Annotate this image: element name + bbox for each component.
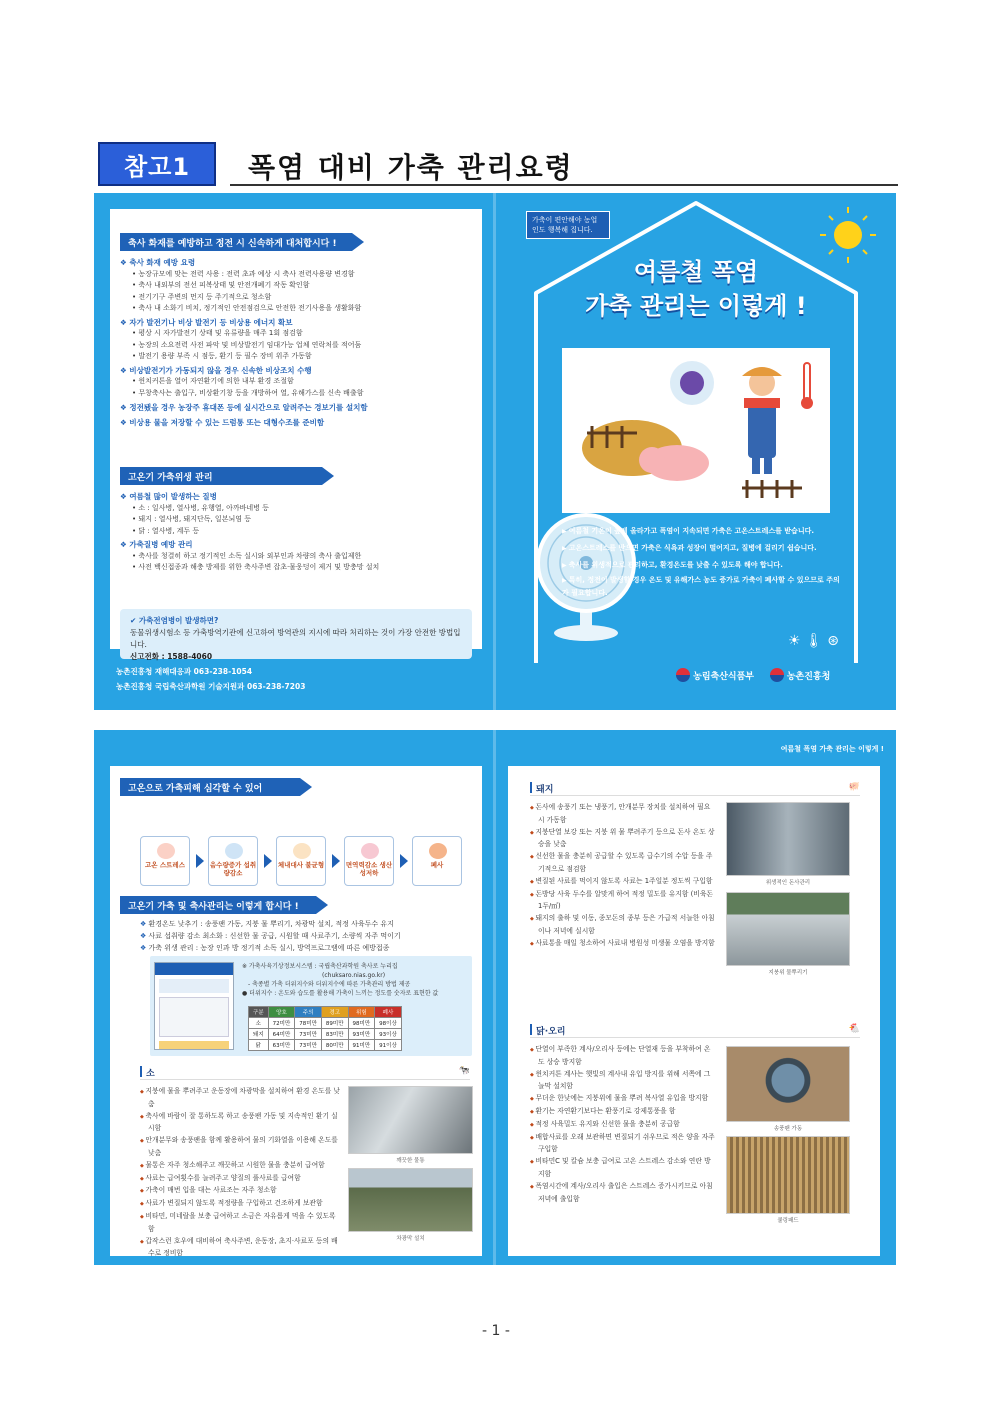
table-row: 돼지 64미만 73미만 83미만 93미만 93이상	[249, 1029, 402, 1040]
water-trough-photo	[348, 1086, 473, 1154]
shade-net-photo	[348, 1168, 473, 1232]
agency-logos	[676, 668, 830, 682]
list-item: ◆ 갑작스런 호우에 대비하여 축사주변, 운동장, 초지·사료포 등의 배수로 정비함	[140, 1236, 340, 1261]
summary-item: ❖ 환경온도 낮추기 : 송풍팬 가동, 지붕 물 뿌리기, 차광막 설치, 적정 사육두수 유지	[140, 918, 470, 930]
title-underline	[230, 184, 898, 186]
management-section-bar: 고온기 가축 및 축사관리는 이렇게 합시다 !	[120, 896, 316, 914]
management-summary	[140, 918, 470, 954]
photo-caption: 쿨링패드	[777, 1218, 799, 1224]
pig-icon: 🐖	[848, 782, 860, 792]
list-item: ◆ 지붕단열 보강 또는 지붕 위 물 뿌려주기 등으로 돈사 온도 상승을 낮춤	[530, 827, 715, 852]
damage-flow	[140, 836, 470, 886]
damage-section-bar: 고온으로 가축피해 심각할 수 있어	[120, 778, 300, 796]
emergency-title: ❖ 비상발전기가 가동되지 않을 경우 신속한 비상조치 수행	[120, 365, 312, 375]
note-line: - 축종별 가축 더위지수와 더위지수에 따른 가축관리 방법 제공	[248, 981, 411, 988]
list-item: ◆ 안개분무와 송풍팬을 함께 활용하여 물의 기화열을 이용해 온도를 낮춤	[140, 1135, 340, 1160]
flow-arrow-icon	[332, 854, 340, 868]
page2-top-slogan: 여름철 폭염 가축 관리는 이렇게 !	[780, 745, 884, 753]
chicken-icon: 🐔	[848, 1024, 860, 1034]
list-item: • 전기기구 주변의 먼지 등 주기적으로 청소함	[120, 292, 475, 304]
list-item: • 무창축사는 출입구, 비상환기창 등을 개방하여 열, 유해가스를 신속 배출함	[120, 388, 475, 400]
fire-section-bar: 축사 화재를 예방하고 정전 시 신속하게 대처합시다 !	[120, 233, 352, 251]
page-header	[98, 142, 898, 188]
list-item: ◆ 폭염시간에 계사/오리사 출입은 스트레스 증가시키므로 아침 저녁에 출입함	[530, 1181, 715, 1206]
list-item: ◆ 사료가 변질되지 않도록 적정량을 구입하고 건조하게 보관함	[140, 1198, 340, 1211]
step-water-intake: 음수량증가 섭취량감소	[208, 836, 258, 886]
list-item: ◆ 돈방당 사육 두수를 알맞게 하여 적정 밀도를 유지함 (비육돈 1두/㎡)	[530, 889, 715, 914]
right-management-panel	[508, 766, 880, 1256]
list-item: • 축사를 청결히 하고 정기적인 소독 실시와 외부인과 차량의 축사 출입제한	[120, 551, 475, 563]
cow-icon: 🐄	[458, 1066, 470, 1076]
left-management-panel	[110, 766, 482, 1256]
roof-sprinkler-photo	[726, 892, 850, 966]
contact-line-1: 농촌진흥청 재해대응과 063-238-1054	[116, 667, 253, 676]
heat-index-table	[248, 1006, 402, 1051]
step-heat-stress: 고온 스트레스	[140, 836, 190, 886]
page-number: - 1 -	[482, 1323, 510, 1339]
poultry-list	[530, 1044, 715, 1205]
cover-bullets	[562, 523, 842, 599]
list-item: ◆ 윈치커튼 계사는 햇빛의 계사내 유입 방지를 위해 서쪽에 그늘막 설치함	[530, 1069, 715, 1094]
step-immunity: 면역력감소 생산성저하	[344, 836, 394, 886]
list-item: ◆ 배합사료를 오래 보관하면 변질되기 쉬우므로 적은 양을 자주 구입함	[530, 1132, 715, 1157]
fan-photo	[726, 1046, 850, 1122]
weather-icons	[788, 633, 839, 649]
sun-icon	[834, 221, 862, 249]
water-note: ❖ 비상용 물을 저장할 수 있는 드럼통 또는 대형수조를 준비함	[120, 417, 325, 427]
list-item: ◆ 사료통을 매일 청소하여 사료내 병원성 미생물 오염을 방지함	[530, 938, 715, 951]
list-item: ◆ 환기는 자연환기보다는 환풍기로 강제통풍을 함	[530, 1106, 715, 1119]
heat-index-info-box	[150, 956, 472, 1056]
list-item: ◆ 비타민C 및 칼슘 보충 급여로 고온 스트레스 감소와 연란 방지함	[530, 1156, 715, 1181]
pig-list	[530, 802, 715, 951]
list-item: ◆ 돼지의 출하 및 이동, 종모돈의 종부 등은 가급적 서늘한 아침이나 저녁에 실시함	[530, 913, 715, 938]
contact-line-2: 농촌진흥청 국립축산과학원 기술지원과 063-238-7203	[116, 682, 306, 691]
list-item: ◆ 적정 사육밀도 유지와 신선한 물을 충분히 공급함	[530, 1119, 715, 1132]
rda-logo-text: 농촌진흥청	[786, 672, 831, 682]
note-line: (chuksaro.nias.go.kr)	[322, 972, 386, 979]
list-item: • 축사 내외부의 전선 피복상태 및 안전개폐기 작동 확인함	[120, 280, 475, 292]
cow-list	[140, 1086, 340, 1260]
list-item: • 농장의 소요전력 사전 파악 및 비상발전기 임대가능 업체 연락처를 적어둠	[120, 340, 475, 352]
poultry-subheading: 닭·오리 🐔	[530, 1024, 860, 1038]
chuksaro-website-screenshot	[154, 962, 234, 1050]
photo-caption: 위생적인 돈사관리	[765, 880, 811, 886]
list-item: ◆ 변질된 사료를 먹이지 않도록 사료는 1주일분 정도씩 구입함	[530, 876, 715, 889]
heat-index-notes	[242, 962, 462, 998]
step-death: 폐사	[412, 836, 462, 886]
note-line: ※ 가축사육기상정보시스템 : 국립축산과학원 축사로 누리집	[242, 963, 398, 970]
list-item: • 농장규모에 맞는 전력 사용 : 전력 초과 예상 시 축사 전력사용량 변경함	[120, 269, 475, 281]
brochure-page-1	[94, 193, 896, 710]
list-item: • 평상 시 자가발전기 상태 및 유류량을 매주 1회 점검함	[120, 328, 475, 340]
cover-slogan-tag: 가축이 편안해야 농업인도 행복해 집니다.	[526, 211, 610, 239]
cover-bullet: ▶ 축사를 위생적으로 관리하고, 환경온도를 낮출 수 있도록 해야 합니다.	[562, 557, 842, 574]
fire-title: ❖ 축사 화재 예방 요령	[120, 258, 196, 267]
flow-arrow-icon	[196, 854, 204, 868]
cover-title	[496, 255, 896, 323]
cover-title-line2: 가축 관리는 이렇게 !	[585, 292, 807, 320]
table-row: 닭 63미만 73미만 80미만 91미만 91이상	[249, 1040, 402, 1051]
list-item: • 윈치커튼을 열어 자연환기에 의한 내부 환경 조절함	[120, 376, 475, 388]
photo-caption: 지붕위 물뿌리기	[768, 970, 808, 976]
flow-arrow-icon	[264, 854, 272, 868]
page-title: 폭염 대비 가축 관리요령	[248, 151, 574, 184]
epidemic-alert-box	[120, 609, 472, 659]
cow-subheading: 소 🐄	[140, 1066, 470, 1080]
farmer-livestock-illustration	[562, 348, 830, 513]
list-item: • 축사 내 소화기 비치, 정기적인 안전점검으로 안전한 전기사용을 생활화함	[120, 303, 475, 315]
fold-line	[493, 730, 496, 1265]
svg-text:☀ 🌡 ⊛: ☀ 🌡 ⊛	[788, 633, 839, 649]
cover-bullet: ▶ 여름철 기온이 높게 올라가고 폭염이 지속되면 가축은 고온스트레스를 받습니다.	[562, 523, 842, 540]
left-info-panel	[110, 209, 482, 661]
list-item: • 발전기 용량 부족 시 점등, 환기 등 필수 장비 위주 가동함	[120, 351, 475, 363]
alert-title: ✔ 가축전염병이 발생하면?	[130, 616, 219, 625]
list-item: • 돼지 : 열사병, 돼지단독, 일본뇌염 등	[120, 514, 475, 526]
pig-subheading: 돼지 🐖	[530, 782, 860, 796]
list-item: ◆ 돈사에 송풍기 또는 냉풍기, 안개분무 장치를 설치하여 필요 시 가동함	[530, 802, 715, 827]
cover-title-line1: 여름철 폭염	[633, 258, 759, 286]
rda-logo-icon	[770, 668, 784, 682]
note-line: ● 더위지수 : 온도와 습도를 활용해 가축이 느끼는 정도를 숫자로 표현한 값	[242, 990, 439, 997]
list-item: ◆ 비타민, 미네랄을 보충 급여하고 소금은 자유롭게 먹을 수 있도록 함	[140, 1211, 340, 1236]
list-item: ◆ 지붕에 물을 뿌려주고 운동장에 차광막을 설치하여 환경 온도를 낮춤	[140, 1086, 340, 1111]
cooling-pad-photo	[726, 1136, 850, 1214]
prevention-title: ❖ 가축질병 예방 관리	[120, 540, 193, 549]
hygiene-section	[120, 491, 475, 574]
list-item: ◆ 사료는 급여횟수를 늘려주고 양질의 풀사료를 급여함	[140, 1173, 340, 1186]
hygiene-section-bar: 고온기 가축위생 관리	[120, 467, 322, 485]
reference-tag: 참고1	[98, 142, 216, 186]
generator-title: ❖ 자가 발전기나 비상 발전기 등 비상용 에너지 확보	[120, 317, 293, 327]
ministry-logo-text: 농림축산식품부	[693, 672, 754, 682]
step-metabolism: 체내대사 불균형	[276, 836, 326, 886]
alarm-note: ❖ 정전됐을 경우 농장주 휴대폰 등에 실시간으로 알려주는 경보기를 설치함	[120, 403, 368, 412]
photo-caption: 깨끗한 물통	[396, 1158, 425, 1164]
photo-caption: 차광막 설치	[396, 1236, 425, 1242]
list-item: ◆ 가축이 매번 입을 대는 사료조는 자주 청소함	[140, 1185, 340, 1198]
ministry-logo-icon	[676, 668, 690, 682]
brochure-page-2	[94, 730, 896, 1265]
summary-item: ❖ 가축 위생 관리 : 농장 인과 방 정기적 소독 실시, 방역프로그램에 따른 예방접종	[140, 942, 470, 954]
cover-bullet: ▶ 고온스트레스를 받으면 가축은 식욕과 성장이 떨어지고, 질병에 걸리기 쉽습니다.	[562, 540, 842, 557]
report-phone: 신고전화 : 1588-4060	[130, 652, 213, 661]
list-item: • 소 : 일사병, 열사병, 유행열, 아까바네병 등	[120, 503, 475, 515]
pig-barn-photo	[726, 802, 850, 876]
table-row: 소 72미만 78미만 89미만 98미만 98이상	[249, 1018, 402, 1029]
list-item: ◆ 무더운 한낮에는 지붕위에 물을 뿌려 복사열 유입을 방지함	[530, 1093, 715, 1106]
list-item: • 닭 : 열사병, 계두 등	[120, 526, 475, 538]
fire-prevention-section	[120, 257, 475, 428]
table-header-row: 구분 양호 주의 경고 위험 폐사	[249, 1007, 402, 1018]
list-item: • 사전 백신접종과 해충 방제를 위한 축사주변 잡초·물웅덩이 제거 및 방충망 설치	[120, 562, 475, 574]
cover-bullet: ▶ 특히, 정전이 발생할 경우 온도 및 유해가스 농도 증가로 가축이 폐사할 수 있으므로 주의가 필요합니다.	[562, 574, 842, 599]
summary-item: ❖ 사료 섭취량 감소 최소화 : 신선한 물 공급, 시원할 때 사료주기, 소량씩 자주 먹이기	[140, 930, 470, 942]
disease-title: ❖ 여름철 많이 발생하는 질병	[120, 492, 217, 501]
list-item: ◆ 물통은 자주 청소해주고 깨끗하고 시원한 물을 충분히 급여함	[140, 1160, 340, 1173]
photo-caption: 송풍팬 가동	[773, 1126, 803, 1132]
flow-arrow-icon	[400, 854, 408, 868]
list-item: ◆ 단열이 부족한 계사/오리사 등에는 단열재 등을 부착하여 온도 상승 방지함	[530, 1044, 715, 1069]
list-item: ◆ 신선한 물을 충분히 공급할 수 있도록 급수기의 수압 등을 주기적으로 점검함	[530, 851, 715, 876]
list-item: ◆ 축사에 바람이 잘 통하도록 하고 송풍팬 가동 및 지속적인 환기 실시함	[140, 1111, 340, 1136]
alert-text: 동물위생시험소 등 가축방역기관에 신고하여 방역관의 지시에 따라 처리하는 것이 가장 안전한 방법입니다.	[130, 628, 461, 649]
cover-panel	[496, 193, 896, 710]
